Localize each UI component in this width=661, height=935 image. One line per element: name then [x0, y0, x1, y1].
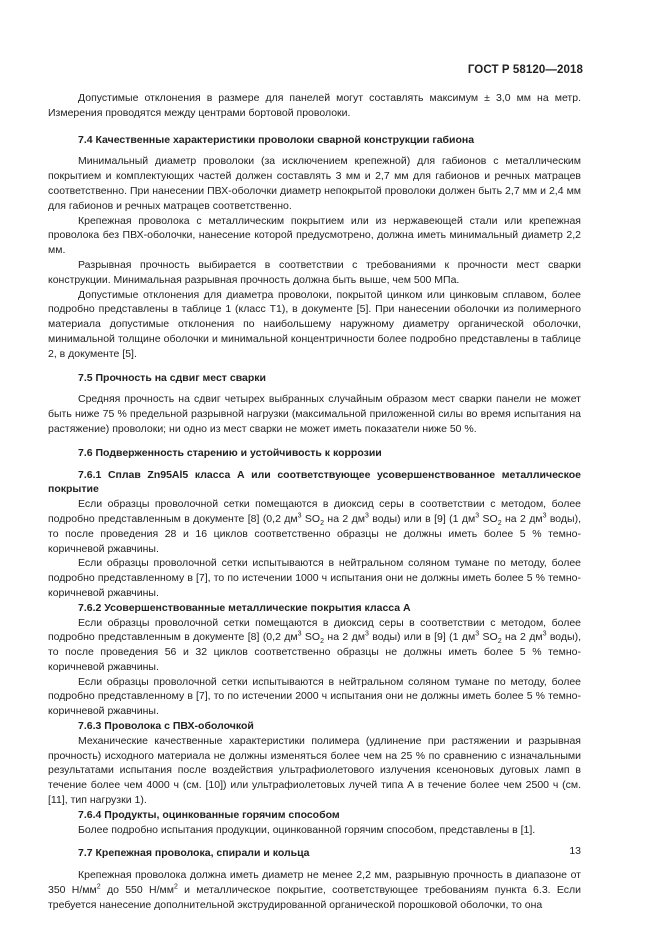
- section-7-6-1-paragraph-1: Если образцы проволочной сетки помещаются в диоксид серы в соответствии с методом, более подробно представленным в документе [8] (0,2 $дм^3$ $SO_2$ на 2 $дм^3$ воды) или в [9] (1 $дм^3$ $SO_2$ на 2 $дм^3$ воды), то после проведения 28 и 16 циклов соответственно образцы не должны иметь более 5 % темно-коричневой ржавчины.: [48, 498, 582, 555]
- section-7-6-4-paragraph-1: Более подробно испытания продукции, оцинкованной горячим способом, представлены в [1].: [78, 823, 536, 836]
- section-7-6-title: 7.6 Подверженность старению и устойчивость к коррозии: [78, 446, 382, 459]
- section-7-5-paragraph-1: Средняя прочность на сдвиг четырех выбранных случайным образом мест сварки панели не может быть ниже 75 % предельной разрывной нагрузки (максимальной приложенной силы во время испытания на растяжение) проволоки; ни одно из мест сварки не может иметь показатели ниже 50 %.: [48, 393, 581, 435]
- section-7-6-2-title: 7.6.2 Усовершенствованные металлические покрытия класса А: [78, 601, 411, 614]
- section-7-7-title: 7.7 Крепежная проволока, спирали и кольца: [78, 847, 310, 860]
- section-7-6-2-paragraph-1: Если образцы проволочной сетки помещаются в диоксид серы в соответствии с методом, более подробно представленным в документе [8] (0,2 $дм^3$ $SO_2$ на 2 $дм^3$ воды) или в [9] (1 $дм^3$ $SO_2$ на 2 $дм^3$ воды), то после проведения 56 и 32 циклов соответственно образцы не должны иметь более 5 % темно-коричневой ржавчины.: [48, 616, 582, 673]
- section-7-6-3-title: 7.6.3 Проволока с ПВХ-оболочкой: [78, 720, 254, 733]
- section-7-6-1-title: 7.6.1 Сплав Zn95Al5 класса А или соответствующее усовершенствованное металлическое покрытие: [48, 468, 581, 496]
- section-7-4-paragraph-4: Допустимые отклонения для диаметра проволоки, покрытой цинком или цинковым сплавом, более подробно представлены в таблице 1 (класс Т1), в документе [5]. При нанесении оболочки из полимерного материала допустимые отклонения по наибольшему наружному диаметру органической оболочки, минимальной толщине оболочки и минимальной концентричности более подробно представлены в таблице 2, в документе [5].: [48, 288, 581, 360]
- intro-paragraph: Допустимые отклонения в размере для панелей могут составлять максимум ± 3,0 мм на метр. Измерения проводятся между центрами бортовой проволоки.: [48, 92, 581, 119]
- section-7-6-2-paragraph-2: Если образцы проволочной сетки испытываются в нейтральном соляном тумане по методу, более подробно представленному в [7], то по истечении 2000 ч испытания они не должны иметь более 5 % темно-коричневой ржавчины.: [48, 675, 581, 718]
- document-header-id: ГОСТ Р 58120—2018: [467, 64, 583, 76]
- section-7-6-4-title: 7.6.4 Продукты, оцинкованные горячим способом: [78, 808, 340, 821]
- section-7-6-1-paragraph-2: Если образцы проволочной сетки испытываются в нейтральном соляном тумане по методу, более подробно представленному в [7], то по истечении 1000 ч испытания они не должны иметь более 5 % темно-коричневой ржавчины.: [48, 557, 581, 599]
- page-number: 13: [569, 845, 581, 857]
- section-7-6-3-paragraph-1: Механические качественные характеристики полимера (удлинение при растяжении и разрывная прочность) исходного материала не должны изменяться более чем на 25 % по сравнению с изначальными результатами испытания после воздействия ультрафиолетового излучения ксеноновых дуговых ламп в течение более чем 4000 ч (см. [10]) или ультрафиолетовых лучей типа А в течение более чем 2500 ч (см. [11], тип нагрузки 1).: [48, 734, 581, 807]
- document-body: [48, 91, 581, 913]
- section-7-4-paragraph-1: Минимальный диаметр проволоки (за исключением крепежной) для габионов с металлическим покрытием и комплектующих частей должен составлять 3 мм и 2,7 мм для габионов и речных матрацев соответственно. При нанесении ПВХ-оболочки диаметр непокрытой проволоки должен быть 2,7 мм и 2,4 мм для габионов и речных матрацев соответственно.: [48, 155, 581, 212]
- section-7-5-title: 7.5 Прочность на сдвиг мест сварки: [78, 371, 266, 384]
- section-7-4-paragraph-3: Разрывная прочность выбирается в соответствии с требованиями к прочности мест сварки конструкции. Минимальная разрывная прочность должна быть выше, чем 500 МПа.: [48, 258, 581, 286]
- section-7-4-title: 7.4 Качественные характеристики проволоки сварной конструкции габиона: [78, 133, 475, 146]
- section-7-7-paragraph-1: Крепежная проволока должна иметь диаметр не менее 2,2 мм, разрывную прочность в диапазоне от 350 $Н/мм^2$ до 550 $Н/мм^2$ и металлическое покрытие, соответствующее требованиям пункта 6.3. Если требуется нанесение дополнительной экструдированной органической порошковой оболочки, то она: [48, 869, 581, 911]
- section-7-4-paragraph-2: Крепежная проволока с металлическим покрытием или из нержавеющей стали или крепежная проволока без ПВХ-оболочки, нанесение которой предусмотрено, должна иметь минимальный диаметр 2,2 мм.: [48, 214, 581, 257]
